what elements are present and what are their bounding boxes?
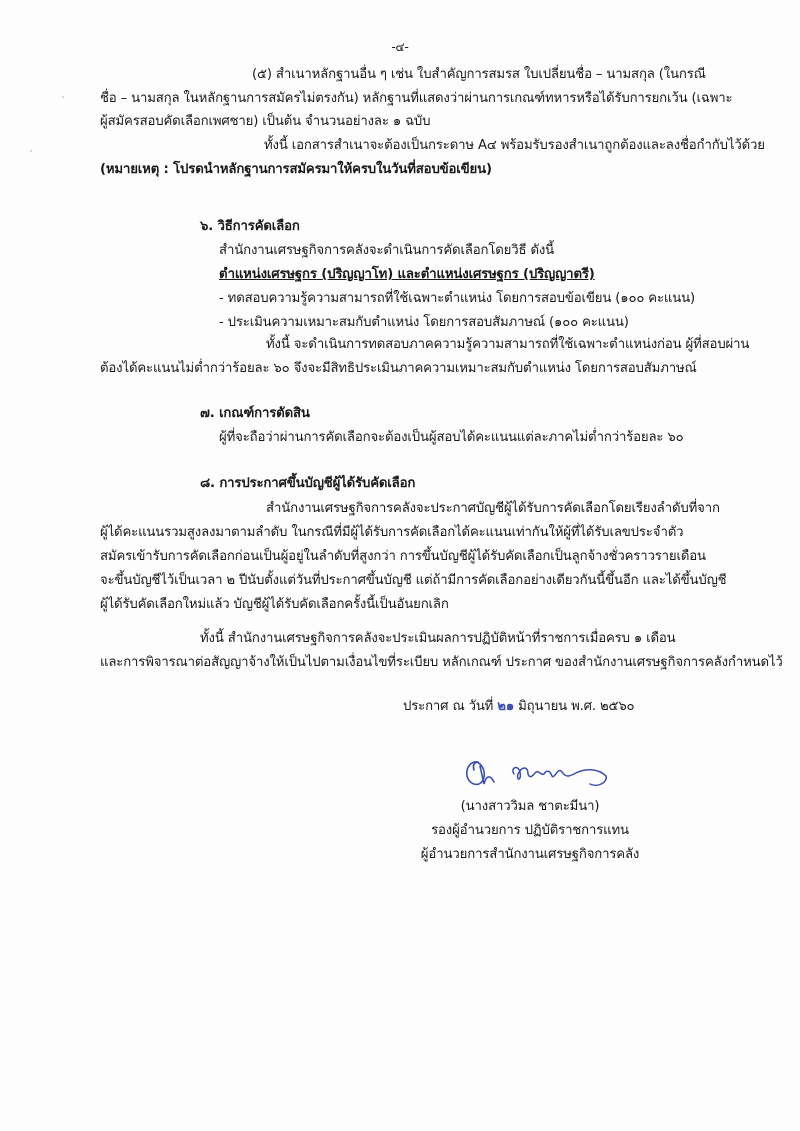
evidence-note: (หมายเหตุ : โปรดนำหลักฐานการสมัครมาให้ครบในวันที่สอบข้อเขียน) bbox=[100, 162, 492, 177]
scan-speck bbox=[30, 150, 32, 152]
section-6-bullet-1: - ทดสอบความรู้ความสามารถที่ใช้เฉพาะตำแหน่ง โดยการสอบข้อเขียน (๑๐๐ คะแนน) bbox=[219, 291, 695, 306]
scan-speck bbox=[62, 96, 64, 98]
closing-line-1: ทั้งนี้ สำนักงานเศรษฐกิจการคลังจะประเมินผลการปฏิบัติหน้าที่ราชการเมื่อครบ ๑ เดือน bbox=[200, 631, 676, 646]
item-5-line-4: ทั้งนี้ เอกสารสำเนาจะต้องเป็นกระดาษ A๔ พร้อมรับรองสำเนาถูกต้องและลงชื่อกำกับไว้ด้วย bbox=[264, 138, 765, 153]
item-5-line-1: (๕) สำเนาหลักฐานอื่น ๆ เช่น ใบสำคัญการสมรส ใบเปลี่ยนชื่อ – นามสกุล (ในกรณี bbox=[252, 67, 706, 82]
section-8-line-2: ผู้ได้คะแนนรวมสูงลงมาตามลำดับ ในกรณีที่มีผู้ได้รับการคัดเลือกได้คะแนนเท่ากันให้ผู้ที่ได้รับเลขประจำตัว bbox=[100, 525, 684, 540]
section-6-positions: ตำแหน่งเศรษฐกร (ปริญญาโท) และตำแหน่งเศรษฐกร (ปริญญาตรี) bbox=[219, 267, 595, 282]
page-number: -๔- bbox=[391, 40, 409, 54]
closing-line-2: และการพิจารณาต่อสัญญาจ้างให้เป็นไปตามเงื่อนไขที่ระเบียบ หลักเกณฑ์ ประกาศ ของสำนักงานเศรษฐกิจการคลังกำหนดไว้ bbox=[100, 655, 783, 670]
section-7-body: ผู้ที่จะถือว่าผ่านการคัดเลือกจะต้องเป็นผู้สอบได้คะแนนแต่ละภาคไม่ต่ำกว่าร้อยละ ๖๐ bbox=[219, 430, 684, 445]
section-6-note-1: ทั้งนี้ จะดำเนินการทดสอบภาคความรู้ความสามารถที่ใช้เฉพาะตำแหน่งก่อน ผู้ที่สอบผ่าน bbox=[266, 337, 750, 352]
section-8-line-4: จะขึ้นบัญชีไว้เป็นเวลา ๒ ปีนับตั้งแต่วันที่ประกาศขึ้นบัญชี แต่ถ้ามีการคัดเลือกอย่างเดียวกันนี้ขึ้นอีก และได้ขึ้นบัญชี bbox=[100, 573, 727, 588]
signatory-title-1: รองผู้อำนวยการ ปฏิบัติราชการแทน bbox=[431, 823, 629, 838]
signature-icon bbox=[458, 752, 618, 796]
signatory-title-2: ผู้อำนวยการสำนักงานเศรษฐกิจการคลัง bbox=[420, 847, 640, 862]
announcement-suffix: มิถุนายน พ.ศ. ๒๕๖๐ bbox=[514, 699, 635, 714]
section-6-heading: ๖. วิธีการคัดเลือก bbox=[200, 219, 300, 234]
section-8-line-5: ผู้ได้รับคัดเลือกใหม่แล้ว บัญชีผู้ได้รับคัดเลือกครั้งนี้เป็นอันยกเลิก bbox=[100, 597, 449, 612]
section-6-intro: สำนักงานเศรษฐกิจการคลังจะดำเนินการคัดเลือกโดยวิธี ดังนี้ bbox=[219, 243, 555, 258]
section-8-line-1: สำนักงานเศรษฐกิจการคลังจะประกาศบัญชีผู้ได้รับการคัดเลือกโดยเรียงลำดับที่จาก bbox=[266, 501, 720, 516]
section-8-heading: ๘. การประกาศขึ้นบัญชีผู้ได้รับคัดเลือก bbox=[200, 476, 416, 491]
announcement-date bbox=[403, 698, 634, 716]
announcement-day: ๒๑ bbox=[497, 699, 515, 714]
item-5-line-3: ผู้สมัครสอบคัดเลือกเพศชาย) เป็นต้น จำนวนอย่างละ ๑ ฉบับ bbox=[100, 114, 431, 129]
section-7-heading: ๗. เกณฑ์การตัดสิน bbox=[200, 406, 310, 421]
section-6-bullet-2: - ประเมินความเหมาะสมกับตำแหน่ง โดยการสอบสัมภาษณ์ (๑๐๐ คะแนน) bbox=[219, 315, 629, 330]
item-5-line-2: ชื่อ – นามสกุล ในหลักฐานการสมัครไม่ตรงกัน) หลักฐานที่แสดงว่าผ่านการเกณฑ์ทหารหรือได้รับการยกเว้น (เฉพาะ bbox=[100, 91, 733, 106]
section-8-line-3: สมัครเข้ารับการคัดเลือกก่อนเป็นผู้อยู่ในลำดับที่สูงกว่า การขึ้นบัญชีผู้ได้รับคัดเลือกเป็นลูกจ้างชั่วคราวรายเดือน bbox=[100, 549, 706, 564]
signatory-name: (นางสาววิมล ชาตะมีนา) bbox=[460, 799, 600, 814]
announcement-prefix: ประกาศ ณ วันที่ bbox=[403, 699, 498, 714]
section-6-note-2: ต้องได้คะแนนไม่ต่ำกว่าร้อยละ ๖๐ จึงจะมีสิทธิประเมินภาคความเหมาะสมกับตำแหน่ง โดยการสอบสัมภาษณ์ bbox=[100, 361, 697, 376]
